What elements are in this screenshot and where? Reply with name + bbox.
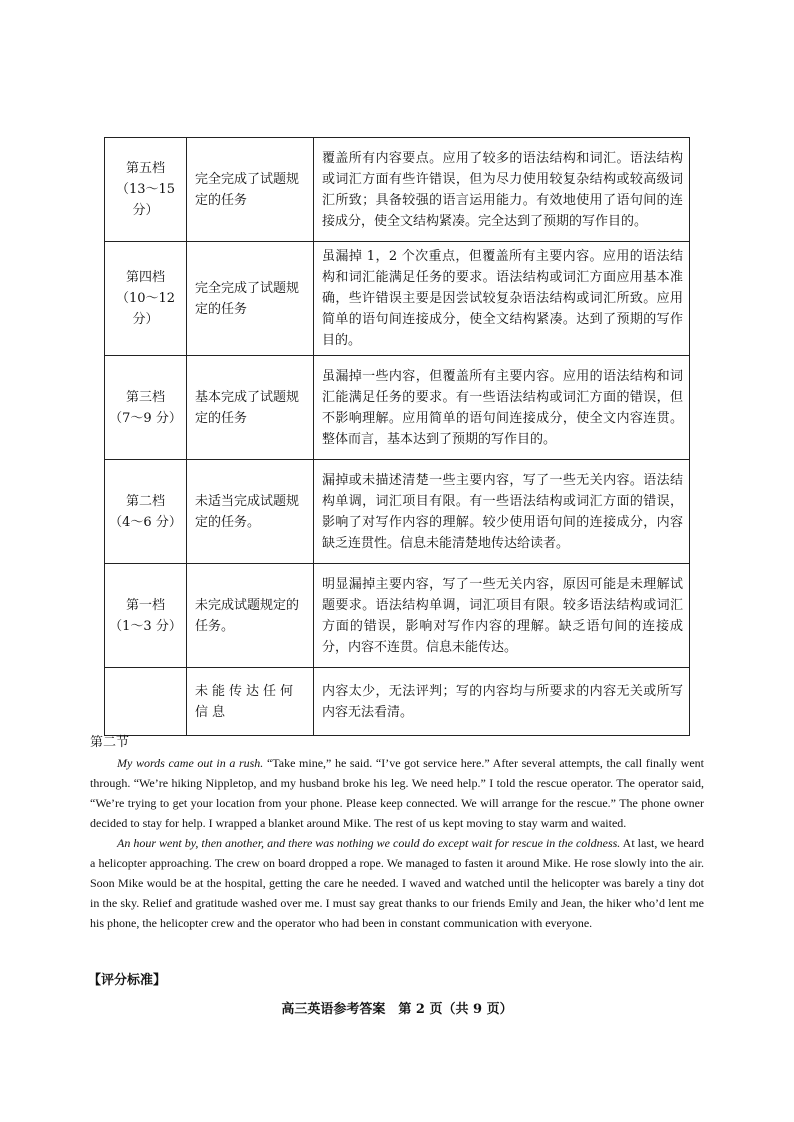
rubric-row-level5 bbox=[105, 138, 690, 242]
level-cell bbox=[105, 242, 187, 356]
description-cell: 漏掉或未描述清楚一些主要内容，写了一些无关内容。语法结构单调，词汇项目有限。有一些语法结构或词汇方面的错误，影响了对写作内容的理解。较少使用语句间的连接成分，内容缺乏连贯性。信息未能清楚地传达给读者。 bbox=[314, 460, 690, 564]
level-range: （1～3 分） bbox=[109, 618, 182, 634]
essay-paragraph-1 bbox=[90, 753, 704, 833]
scoring-rubric-table bbox=[104, 137, 690, 736]
description-cell: 虽漏掉一些内容，但覆盖所有主要内容。应用的语法结构和词汇能满足任务的要求。有一些语法结构或词汇方面的错误，但不影响理解。应用简单的语句间连接成分，使全文内容连贯。整体而言，基本达到了预期的写作目的。 bbox=[314, 356, 690, 460]
task-cell: 未适当完成试题规定的任务。 bbox=[187, 460, 314, 564]
page-footer: 高三英语参考答案 第 2 页（共 9 页） bbox=[281, 1002, 513, 1017]
section-title: 第二节 bbox=[90, 735, 130, 750]
level-cell bbox=[105, 668, 187, 736]
level-range: （13～15 分） bbox=[115, 182, 176, 218]
level-name: 第三档 bbox=[125, 389, 165, 405]
level-cell bbox=[105, 138, 187, 242]
paragraph-body: “Take mine,” he said. “I’ve got service here.” After several attempts, the call finally went through. “We’re hiking Nippletop, and my husband broke his leg. We need help.” I told the rescue operator. The operator said, “We’re trying to get your location from your phone. Please keep connected. We will arrange for the rescue.” The phone owner decided to stay for help. I wrapped a blanket around Mike. The rest of us kept moving to stay warm and waited. bbox=[90, 756, 705, 830]
criteria-heading: 【评分标准】 bbox=[88, 973, 167, 988]
level-name: 第二档 bbox=[125, 493, 165, 509]
task-cell: 基本完成了试题规定的任务 bbox=[187, 356, 314, 460]
level-cell bbox=[105, 356, 187, 460]
rubric-row-level4 bbox=[105, 242, 690, 356]
paragraph-lead: My words came out in a rush. bbox=[117, 756, 264, 770]
rubric-row-level2 bbox=[105, 460, 690, 564]
rubric-row-level0 bbox=[105, 668, 690, 736]
description-cell: 内容太少，无法评判；写的内容均与所要求的内容无关或所写内容无法看清。 bbox=[314, 668, 690, 736]
level-range: （4～6 分） bbox=[109, 514, 182, 530]
level-name: 第一档 bbox=[125, 597, 165, 613]
level-cell bbox=[105, 460, 187, 564]
task-cell: 完全完成了试题规定的任务 bbox=[187, 242, 314, 356]
rubric-row-level3 bbox=[105, 356, 690, 460]
task-cell: 未完成试题规定的任务。 bbox=[187, 564, 314, 668]
level-name: 第四档 bbox=[125, 270, 165, 285]
description-cell: 虽漏掉 1，2 个次重点，但覆盖所有主要内容。应用的语法结构和词汇能满足任务的要求。语法结构或词汇方面应用基本准确，些许错误主要是因尝试较复杂语法结构或词汇所致。应用简单的语句间连接成分，使全文结构紧凑。达到了预期的写作目的。 bbox=[314, 242, 690, 356]
model-essay bbox=[90, 753, 704, 933]
description-cell: 覆盖所有内容要点。应用了较多的语法结构和词汇。语法结构或词汇方面有些许错误，但为尽力使用较复杂结构或较高级词汇所致；具备较强的语言运用能力。有效地使用了语句间的连接成分，使全文结构紧凑。完全达到了预期的写作目的。 bbox=[314, 138, 690, 242]
rubric-row-level1 bbox=[105, 564, 690, 668]
level-cell bbox=[105, 564, 187, 668]
level-name: 第五档 bbox=[125, 161, 165, 176]
paragraph-lead: An hour went by, then another, and there was nothing we could do except wait for rescue in the coldness. bbox=[117, 836, 621, 850]
level-range: （7～9 分） bbox=[109, 410, 182, 426]
task-cell: 完全完成了试题规定的任务 bbox=[187, 138, 314, 242]
essay-paragraph-2 bbox=[90, 833, 704, 933]
paragraph-body: At last, we heard a helicopter approaching. The crew on board dropped a rope. We managed to fasten it around Mike. He rose slowly into the air. Soon Mike would be at the hospital, getting the care he needed. I waved and watched until the helicopter was barely a tiny dot in the sky. Relief and gratitude washed over me. I must say great thanks to our friends Emily and Jean, the hiker who’d lent me his phone, the helicopter crew and the operator who had been in constant communication with everyone. bbox=[90, 836, 704, 930]
description-cell: 明显漏掉主要内容，写了一些无关内容，原因可能是未理解试题要求。语法结构单调，词汇项目有限。较多语法结构或词汇方面的错误，影响对写作内容的理解。缺乏语句间的连接成分，内容不连贯。信息未能传达。 bbox=[314, 564, 690, 668]
level-range: （10～12 分） bbox=[115, 291, 176, 327]
task-cell: 未能传达任何信息 bbox=[187, 668, 314, 736]
